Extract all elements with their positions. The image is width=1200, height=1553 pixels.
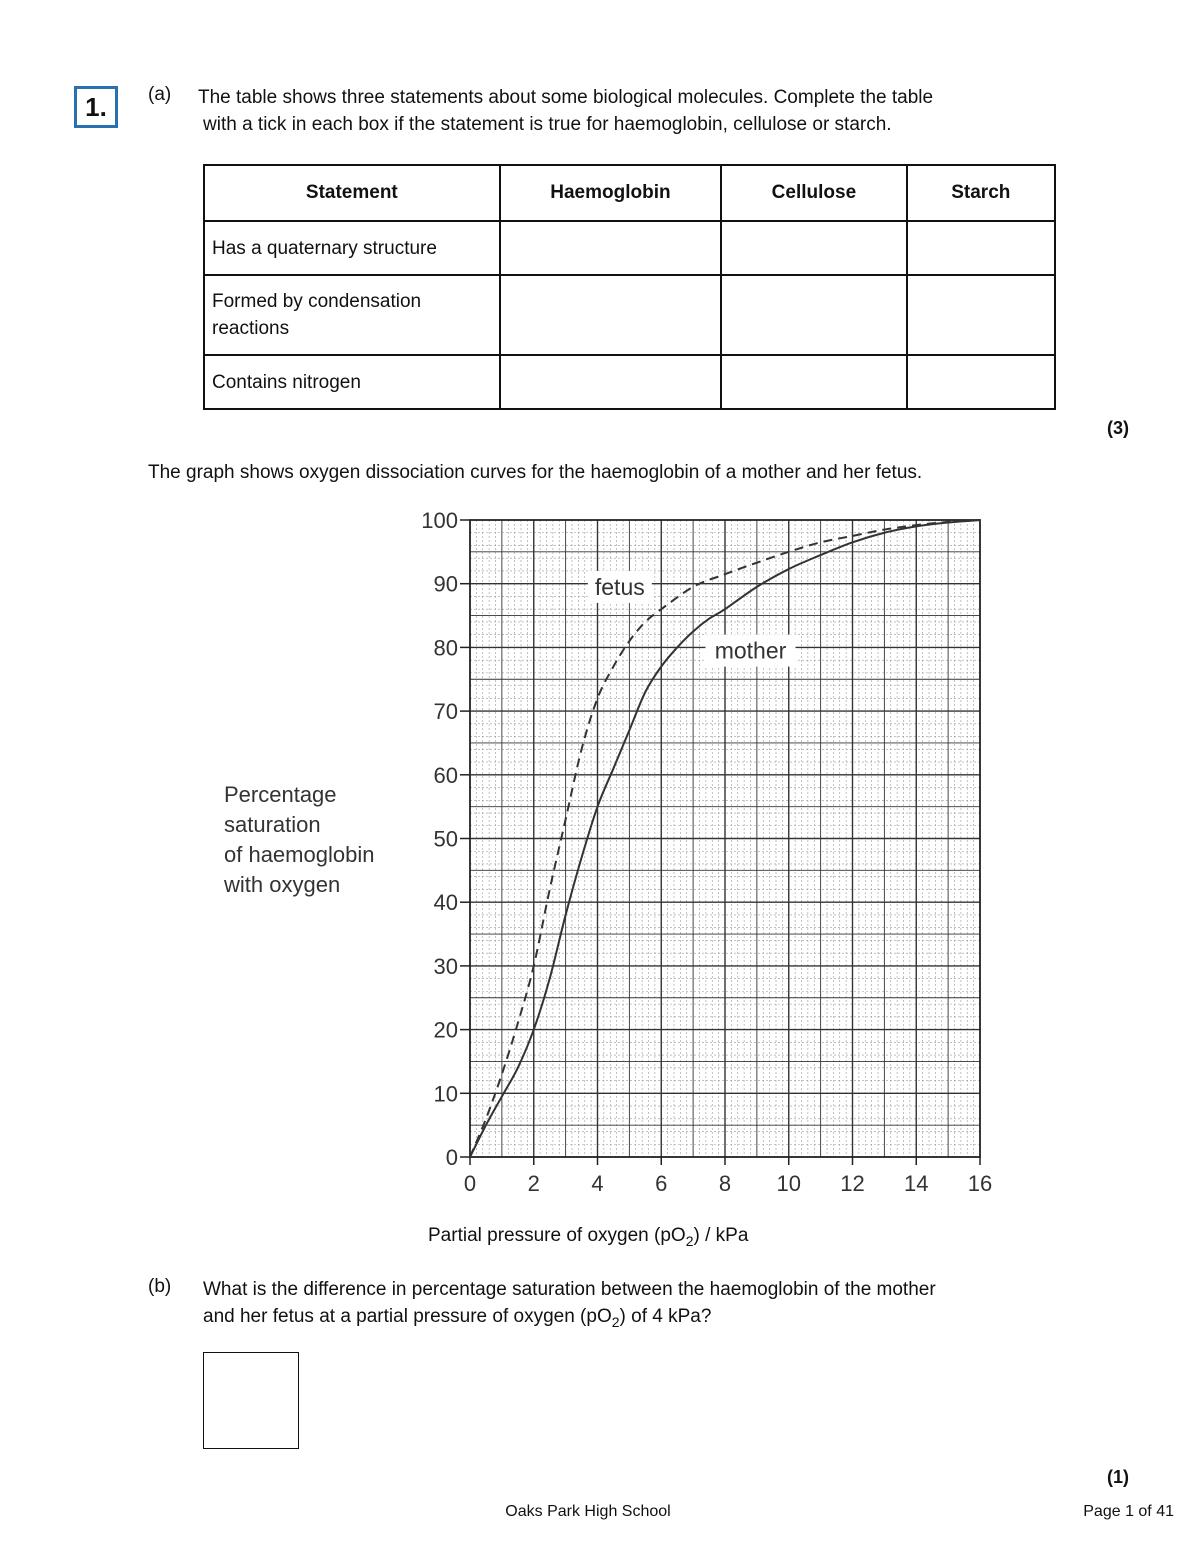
x-tick-label: 8 bbox=[718, 1171, 732, 1196]
y-tick-label: 10 bbox=[433, 1081, 458, 1107]
part-b-line2 bbox=[203, 1303, 1063, 1336]
y-tick-label: 60 bbox=[433, 762, 458, 788]
y-axis-label-line: Percentage bbox=[224, 782, 337, 807]
header-haemoglobin: Haemoglobin bbox=[500, 165, 722, 221]
y-axis-label-line: of haemoglobin bbox=[224, 842, 375, 867]
annotation-fetus: fetus bbox=[594, 573, 645, 600]
y-tick-label: 90 bbox=[433, 571, 458, 597]
part-b-line2-text: and her fetus at a partial pressure of oxygen (pO bbox=[203, 1306, 612, 1327]
part-b-line1: What is the difference in percentage saturation between the haemoglobin of the mother bbox=[203, 1279, 936, 1300]
y-tick-label: 40 bbox=[433, 890, 458, 916]
x-tick-label: 2 bbox=[527, 1171, 540, 1196]
x-tick-label: 6 bbox=[655, 1171, 668, 1196]
y-tick-label: 0 bbox=[445, 1145, 458, 1170]
x-axis-label-unit: ) / kPa bbox=[693, 1225, 749, 1246]
y-tick-label: 100 bbox=[421, 508, 458, 533]
part-a-line2: with a tick in each box if the statement is true for haemoglobin, cellulose or starch. bbox=[203, 114, 892, 135]
x-axis-label bbox=[428, 1225, 748, 1249]
x-tick-label: 14 bbox=[904, 1171, 929, 1196]
y-tick-label: 80 bbox=[433, 635, 458, 661]
x-tick-label: 12 bbox=[840, 1171, 865, 1196]
part-a-marks: (3) bbox=[1107, 418, 1129, 438]
header-statement: Statement bbox=[204, 165, 500, 221]
y-axis-label-line: with oxygen bbox=[224, 872, 341, 897]
part-b-marks: (1) bbox=[1107, 1467, 1129, 1487]
x-tick-label: 10 bbox=[776, 1171, 801, 1196]
y-tick-label: 70 bbox=[433, 699, 458, 725]
header-cellulose: Cellulose bbox=[721, 165, 906, 221]
header-starch: Starch bbox=[907, 165, 1055, 221]
footer-page: Page 1 of 41 bbox=[1083, 1503, 1174, 1520]
graph-intro: The graph shows oxygen dissociation curves for the haemoglobin of a mother and her fetus. bbox=[148, 462, 923, 483]
question-number: 1. bbox=[74, 86, 118, 128]
annotation-mother: mother bbox=[714, 637, 787, 664]
part-b-line2-sub: 2 bbox=[611, 1313, 620, 1330]
part-a-line1: The table shows three statements about some biological molecules. Complete the table bbox=[198, 87, 934, 108]
y-tick-label: 30 bbox=[433, 953, 458, 979]
x-axis-label-sub: 2 bbox=[685, 1232, 694, 1249]
x-tick-label: 4 bbox=[591, 1171, 604, 1196]
part-b-label: (b) bbox=[148, 1276, 172, 1297]
footer-school: Oaks Park High School bbox=[505, 1503, 671, 1520]
x-tick-label: 16 bbox=[967, 1171, 993, 1196]
y-tick-label: 20 bbox=[433, 1017, 458, 1043]
part-a-label: (a) bbox=[148, 84, 172, 105]
part-b-question bbox=[203, 1276, 1063, 1336]
x-axis-label-text: Partial pressure of oxygen (pO bbox=[428, 1225, 686, 1246]
statement-cell: Has a quaternary structure bbox=[204, 221, 500, 275]
x-tick-label: 0 bbox=[463, 1171, 477, 1196]
y-axis-label-line: saturation bbox=[224, 812, 321, 837]
statement-cell: Contains nitrogen bbox=[204, 355, 500, 409]
part-b-line2-end: ) of 4 kPa? bbox=[619, 1306, 712, 1327]
answer-box[interactable] bbox=[203, 1352, 299, 1449]
y-tick-label: 50 bbox=[433, 826, 458, 852]
statement-cell: Formed by condensation reactions bbox=[204, 275, 500, 355]
